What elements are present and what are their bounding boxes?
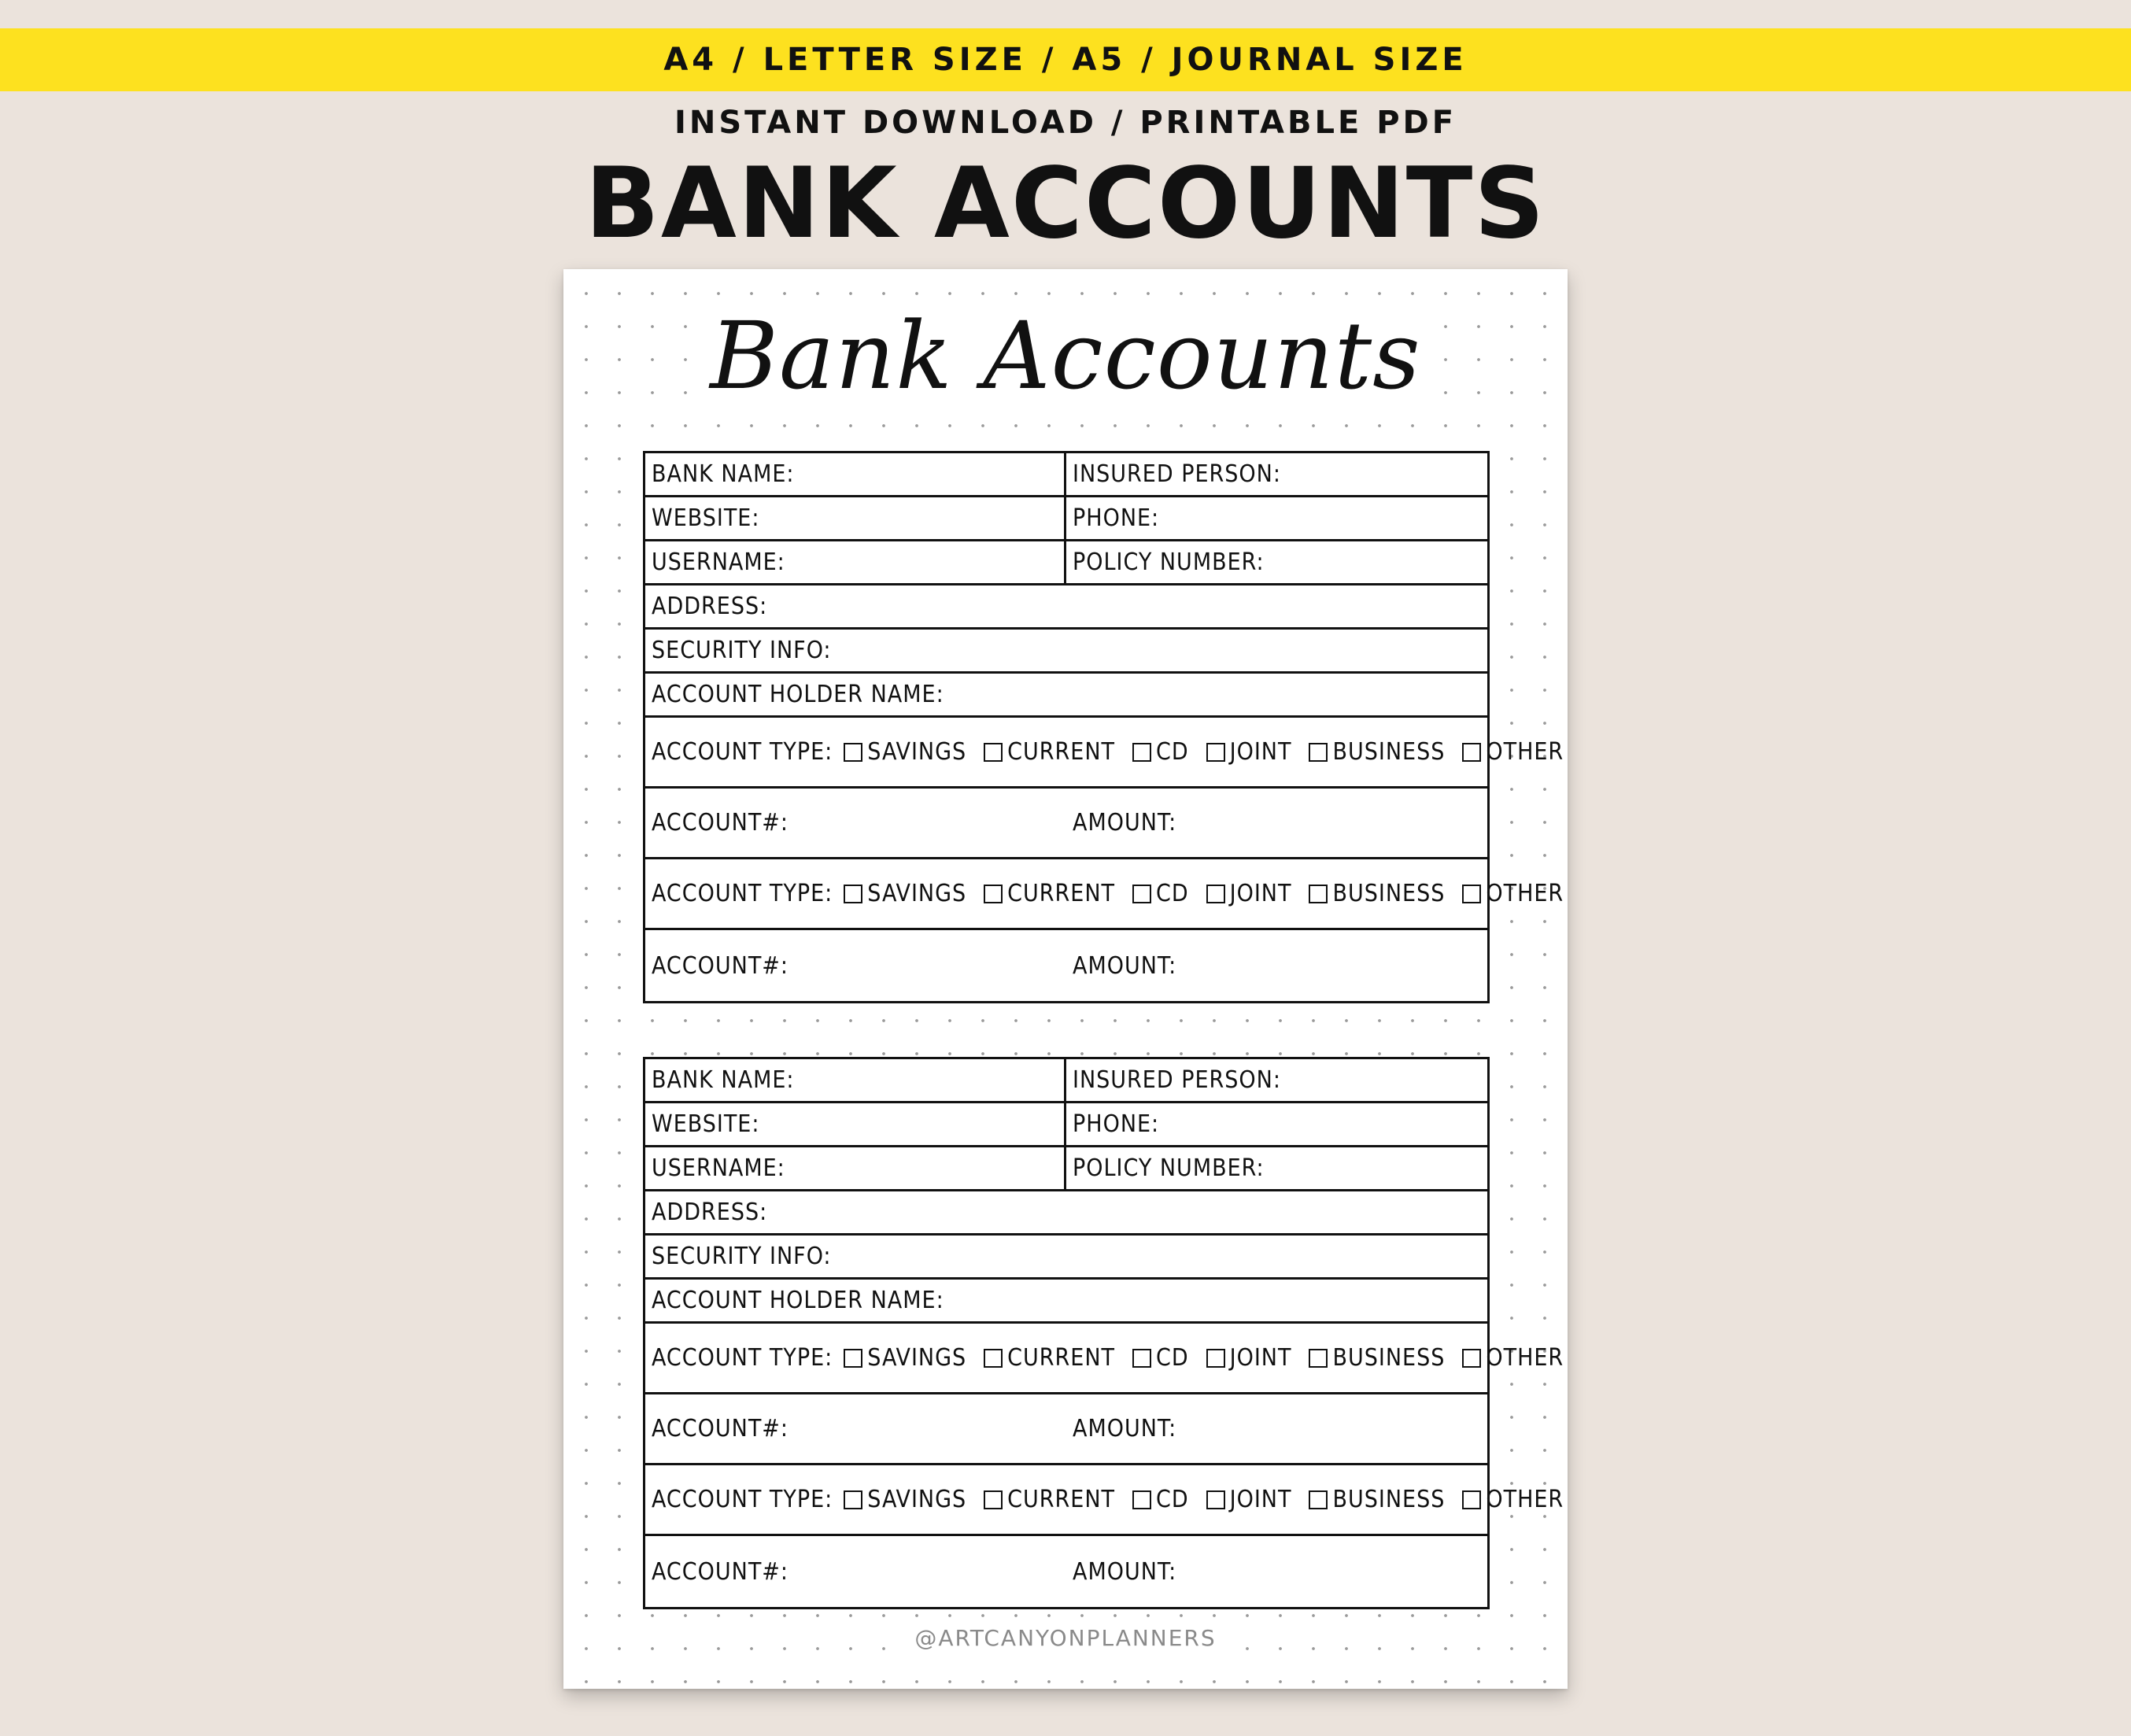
sheet-title — [563, 297, 1568, 415]
account-number-row — [645, 930, 1487, 1001]
checkbox[interactable] — [1132, 1490, 1151, 1509]
amount-label: AMOUNT: — [1073, 1557, 1177, 1586]
account-type-option-savings[interactable] — [844, 880, 966, 907]
option-label: OTHER — [1486, 1486, 1564, 1513]
checkbox[interactable] — [984, 1490, 1003, 1509]
account-type-option-joint[interactable] — [1206, 1344, 1292, 1372]
page-title: BANK ACCOUNTS — [585, 147, 1546, 260]
row-website — [645, 1103, 1487, 1147]
option-label: OTHER — [1486, 880, 1564, 907]
account-type-option-cd[interactable] — [1132, 1486, 1189, 1513]
policy-number-label: POLICY NUMBER: — [1073, 549, 1265, 576]
row-bank-name — [645, 453, 1487, 497]
size-banner — [0, 28, 2131, 91]
account-type-option-joint[interactable] — [1206, 738, 1292, 766]
planner-sheet — [563, 269, 1568, 1689]
checkbox[interactable] — [1206, 1490, 1225, 1509]
account-number-label: ACCOUNT#: — [652, 809, 789, 837]
account-type-group — [645, 1486, 1564, 1513]
username-label: USERNAME: — [652, 1154, 785, 1182]
account-type-option-cd[interactable] — [1132, 738, 1189, 766]
checkbox[interactable] — [984, 885, 1003, 903]
account-type-row — [645, 1324, 1564, 1394]
option-label: SAVINGS — [867, 880, 967, 907]
account-type-label: ACCOUNT TYPE: — [652, 738, 833, 766]
account-type-option-savings[interactable] — [844, 738, 966, 766]
checkbox[interactable] — [1309, 1349, 1328, 1368]
bank-name-field[interactable] — [645, 453, 1066, 495]
address-field[interactable] — [645, 1191, 1487, 1236]
account-type-option-current[interactable] — [984, 1486, 1115, 1513]
account-number-field[interactable] — [645, 1536, 1066, 1607]
security-info-label: SECURITY INFO: — [652, 1243, 832, 1270]
account-type-label: ACCOUNT TYPE: — [652, 880, 833, 907]
option-label: SAVINGS — [867, 1344, 967, 1372]
checkbox[interactable] — [1132, 743, 1151, 762]
phone-field[interactable] — [1066, 497, 1487, 539]
account-type-option-current[interactable] — [984, 1344, 1115, 1372]
account-number-field[interactable] — [645, 1394, 1066, 1463]
account-type-option-business[interactable] — [1309, 1344, 1445, 1372]
account-type-option-other[interactable] — [1462, 1486, 1564, 1513]
checkbox[interactable] — [844, 885, 862, 903]
amount-field[interactable] — [1066, 930, 1487, 1001]
option-label: OTHER — [1486, 1344, 1564, 1372]
address-field[interactable] — [645, 585, 1487, 630]
option-label: CD — [1156, 880, 1189, 907]
footer-text: @ARTCANYONPLANNERS — [908, 1625, 1222, 1651]
option-label: SAVINGS — [867, 738, 967, 766]
account-type-option-business[interactable] — [1309, 738, 1445, 766]
checkbox[interactable] — [1132, 885, 1151, 903]
website-label: WEBSITE: — [652, 504, 760, 532]
option-label: CD — [1156, 738, 1189, 766]
checkbox[interactable] — [1309, 1490, 1328, 1509]
security-info-field[interactable] — [645, 1236, 1487, 1280]
address-label: ADDRESS: — [652, 1199, 768, 1226]
account-number-row — [645, 789, 1487, 859]
subtitle: INSTANT DOWNLOAD / PRINTABLE PDF — [674, 105, 1457, 141]
amount-label: AMOUNT: — [1073, 809, 1177, 837]
username-label: USERNAME: — [652, 549, 785, 576]
checkbox[interactable] — [1462, 885, 1481, 903]
policy-number-label: POLICY NUMBER: — [1073, 1154, 1265, 1182]
bank-account-block-2 — [643, 1057, 1564, 1609]
checkbox[interactable] — [1462, 743, 1481, 762]
account-number-label: ACCOUNT#: — [652, 1415, 789, 1442]
checkbox[interactable] — [1206, 885, 1225, 903]
account-number-row — [645, 1536, 1487, 1607]
account-holder-field[interactable] — [645, 1280, 1487, 1324]
account-type-group — [645, 1344, 1564, 1372]
bank-name-label: BANK NAME: — [652, 460, 795, 488]
account-type-option-savings[interactable] — [844, 1344, 966, 1372]
footer-credit — [563, 1623, 1568, 1654]
row-bank-name — [645, 1059, 1487, 1103]
checkbox[interactable] — [1462, 1349, 1481, 1368]
account-type-label: ACCOUNT TYPE: — [652, 1344, 833, 1372]
option-label: BUSINESS — [1332, 1344, 1446, 1372]
amount-label: AMOUNT: — [1073, 951, 1177, 980]
row-username — [645, 541, 1487, 585]
account-type-option-business[interactable] — [1309, 880, 1445, 907]
row-website — [645, 497, 1487, 541]
account-holder-label: ACCOUNT HOLDER NAME: — [652, 1287, 944, 1314]
option-label: BUSINESS — [1332, 738, 1446, 766]
website-label: WEBSITE: — [652, 1110, 760, 1138]
option-label: CURRENT — [1007, 880, 1115, 907]
row-username — [645, 1147, 1487, 1191]
phone-field[interactable] — [1066, 1103, 1487, 1145]
account-number-field[interactable] — [645, 789, 1066, 857]
banner-text: A4 / LETTER SIZE / A5 / JOURNAL SIZE — [663, 42, 1468, 78]
account-type-option-other[interactable] — [1462, 738, 1564, 766]
amount-field[interactable] — [1066, 789, 1487, 857]
amount-field[interactable] — [1066, 1394, 1487, 1463]
sheet-title-text: Bank Accounts — [697, 301, 1433, 410]
bank-name-label: BANK NAME: — [652, 1066, 795, 1094]
checkbox[interactable] — [1206, 1349, 1225, 1368]
checkbox[interactable] — [844, 1349, 862, 1368]
account-number-label: ACCOUNT#: — [652, 951, 789, 980]
policy-number-field[interactable] — [1066, 541, 1487, 583]
security-info-field[interactable] — [645, 630, 1487, 674]
account-number-label: ACCOUNT#: — [652, 1557, 789, 1586]
option-label: JOINT — [1229, 1344, 1292, 1372]
account-type-option-cd[interactable] — [1132, 880, 1189, 907]
account-type-option-joint[interactable] — [1206, 1486, 1292, 1513]
insured-person-label: INSURED PERSON: — [1073, 460, 1281, 488]
option-label: JOINT — [1229, 738, 1292, 766]
option-label: CD — [1156, 1486, 1189, 1513]
phone-label: PHONE: — [1073, 504, 1160, 532]
account-type-option-savings[interactable] — [844, 1486, 966, 1513]
option-label: BUSINESS — [1332, 880, 1446, 907]
checkbox[interactable] — [1309, 743, 1328, 762]
checkbox[interactable] — [1132, 1349, 1151, 1368]
account-number-field[interactable] — [645, 930, 1066, 1001]
option-label: OTHER — [1486, 738, 1564, 766]
option-label: CURRENT — [1007, 1486, 1115, 1513]
policy-number-field[interactable] — [1066, 1147, 1487, 1189]
account-type-row — [645, 1465, 1564, 1536]
account-type-option-current[interactable] — [984, 880, 1115, 907]
website-field[interactable] — [645, 497, 1066, 539]
account-holder-label: ACCOUNT HOLDER NAME: — [652, 681, 944, 708]
insured-person-field[interactable] — [1066, 453, 1487, 495]
checkbox[interactable] — [984, 743, 1003, 762]
option-label: CD — [1156, 1344, 1189, 1372]
account-holder-field[interactable] — [645, 674, 1487, 718]
account-type-option-other[interactable] — [1462, 880, 1564, 907]
phone-label: PHONE: — [1073, 1110, 1160, 1138]
bank-account-block-1 — [643, 451, 1564, 1003]
insured-person-label: INSURED PERSON: — [1073, 1066, 1281, 1094]
account-type-row — [645, 718, 1564, 789]
account-type-group — [645, 880, 1564, 907]
amount-field[interactable] — [1066, 1536, 1487, 1607]
account-type-option-current[interactable] — [984, 738, 1115, 766]
account-type-row — [645, 859, 1564, 930]
website-field[interactable] — [645, 1103, 1066, 1145]
checkbox[interactable] — [984, 1349, 1003, 1368]
checkbox[interactable] — [1462, 1490, 1481, 1509]
account-type-option-cd[interactable] — [1132, 1344, 1189, 1372]
account-type-option-business[interactable] — [1309, 1486, 1445, 1513]
checkbox[interactable] — [1309, 885, 1328, 903]
option-label: JOINT — [1229, 880, 1292, 907]
username-field[interactable] — [645, 541, 1066, 583]
bank-name-field[interactable] — [645, 1059, 1066, 1101]
checkbox[interactable] — [1206, 743, 1225, 762]
account-number-row — [645, 1394, 1487, 1465]
option-label: CURRENT — [1007, 1344, 1115, 1372]
account-type-option-other[interactable] — [1462, 1344, 1564, 1372]
checkbox[interactable] — [844, 1490, 862, 1509]
option-label: CURRENT — [1007, 738, 1115, 766]
account-type-option-joint[interactable] — [1206, 880, 1292, 907]
option-label: JOINT — [1229, 1486, 1292, 1513]
security-info-label: SECURITY INFO: — [652, 637, 832, 664]
amount-label: AMOUNT: — [1073, 1415, 1177, 1442]
account-type-label: ACCOUNT TYPE: — [652, 1486, 833, 1513]
option-label: BUSINESS — [1332, 1486, 1446, 1513]
insured-person-field[interactable] — [1066, 1059, 1487, 1101]
account-type-group — [645, 738, 1564, 766]
address-label: ADDRESS: — [652, 593, 768, 620]
option-label: SAVINGS — [867, 1486, 967, 1513]
username-field[interactable] — [645, 1147, 1066, 1189]
checkbox[interactable] — [844, 743, 862, 762]
